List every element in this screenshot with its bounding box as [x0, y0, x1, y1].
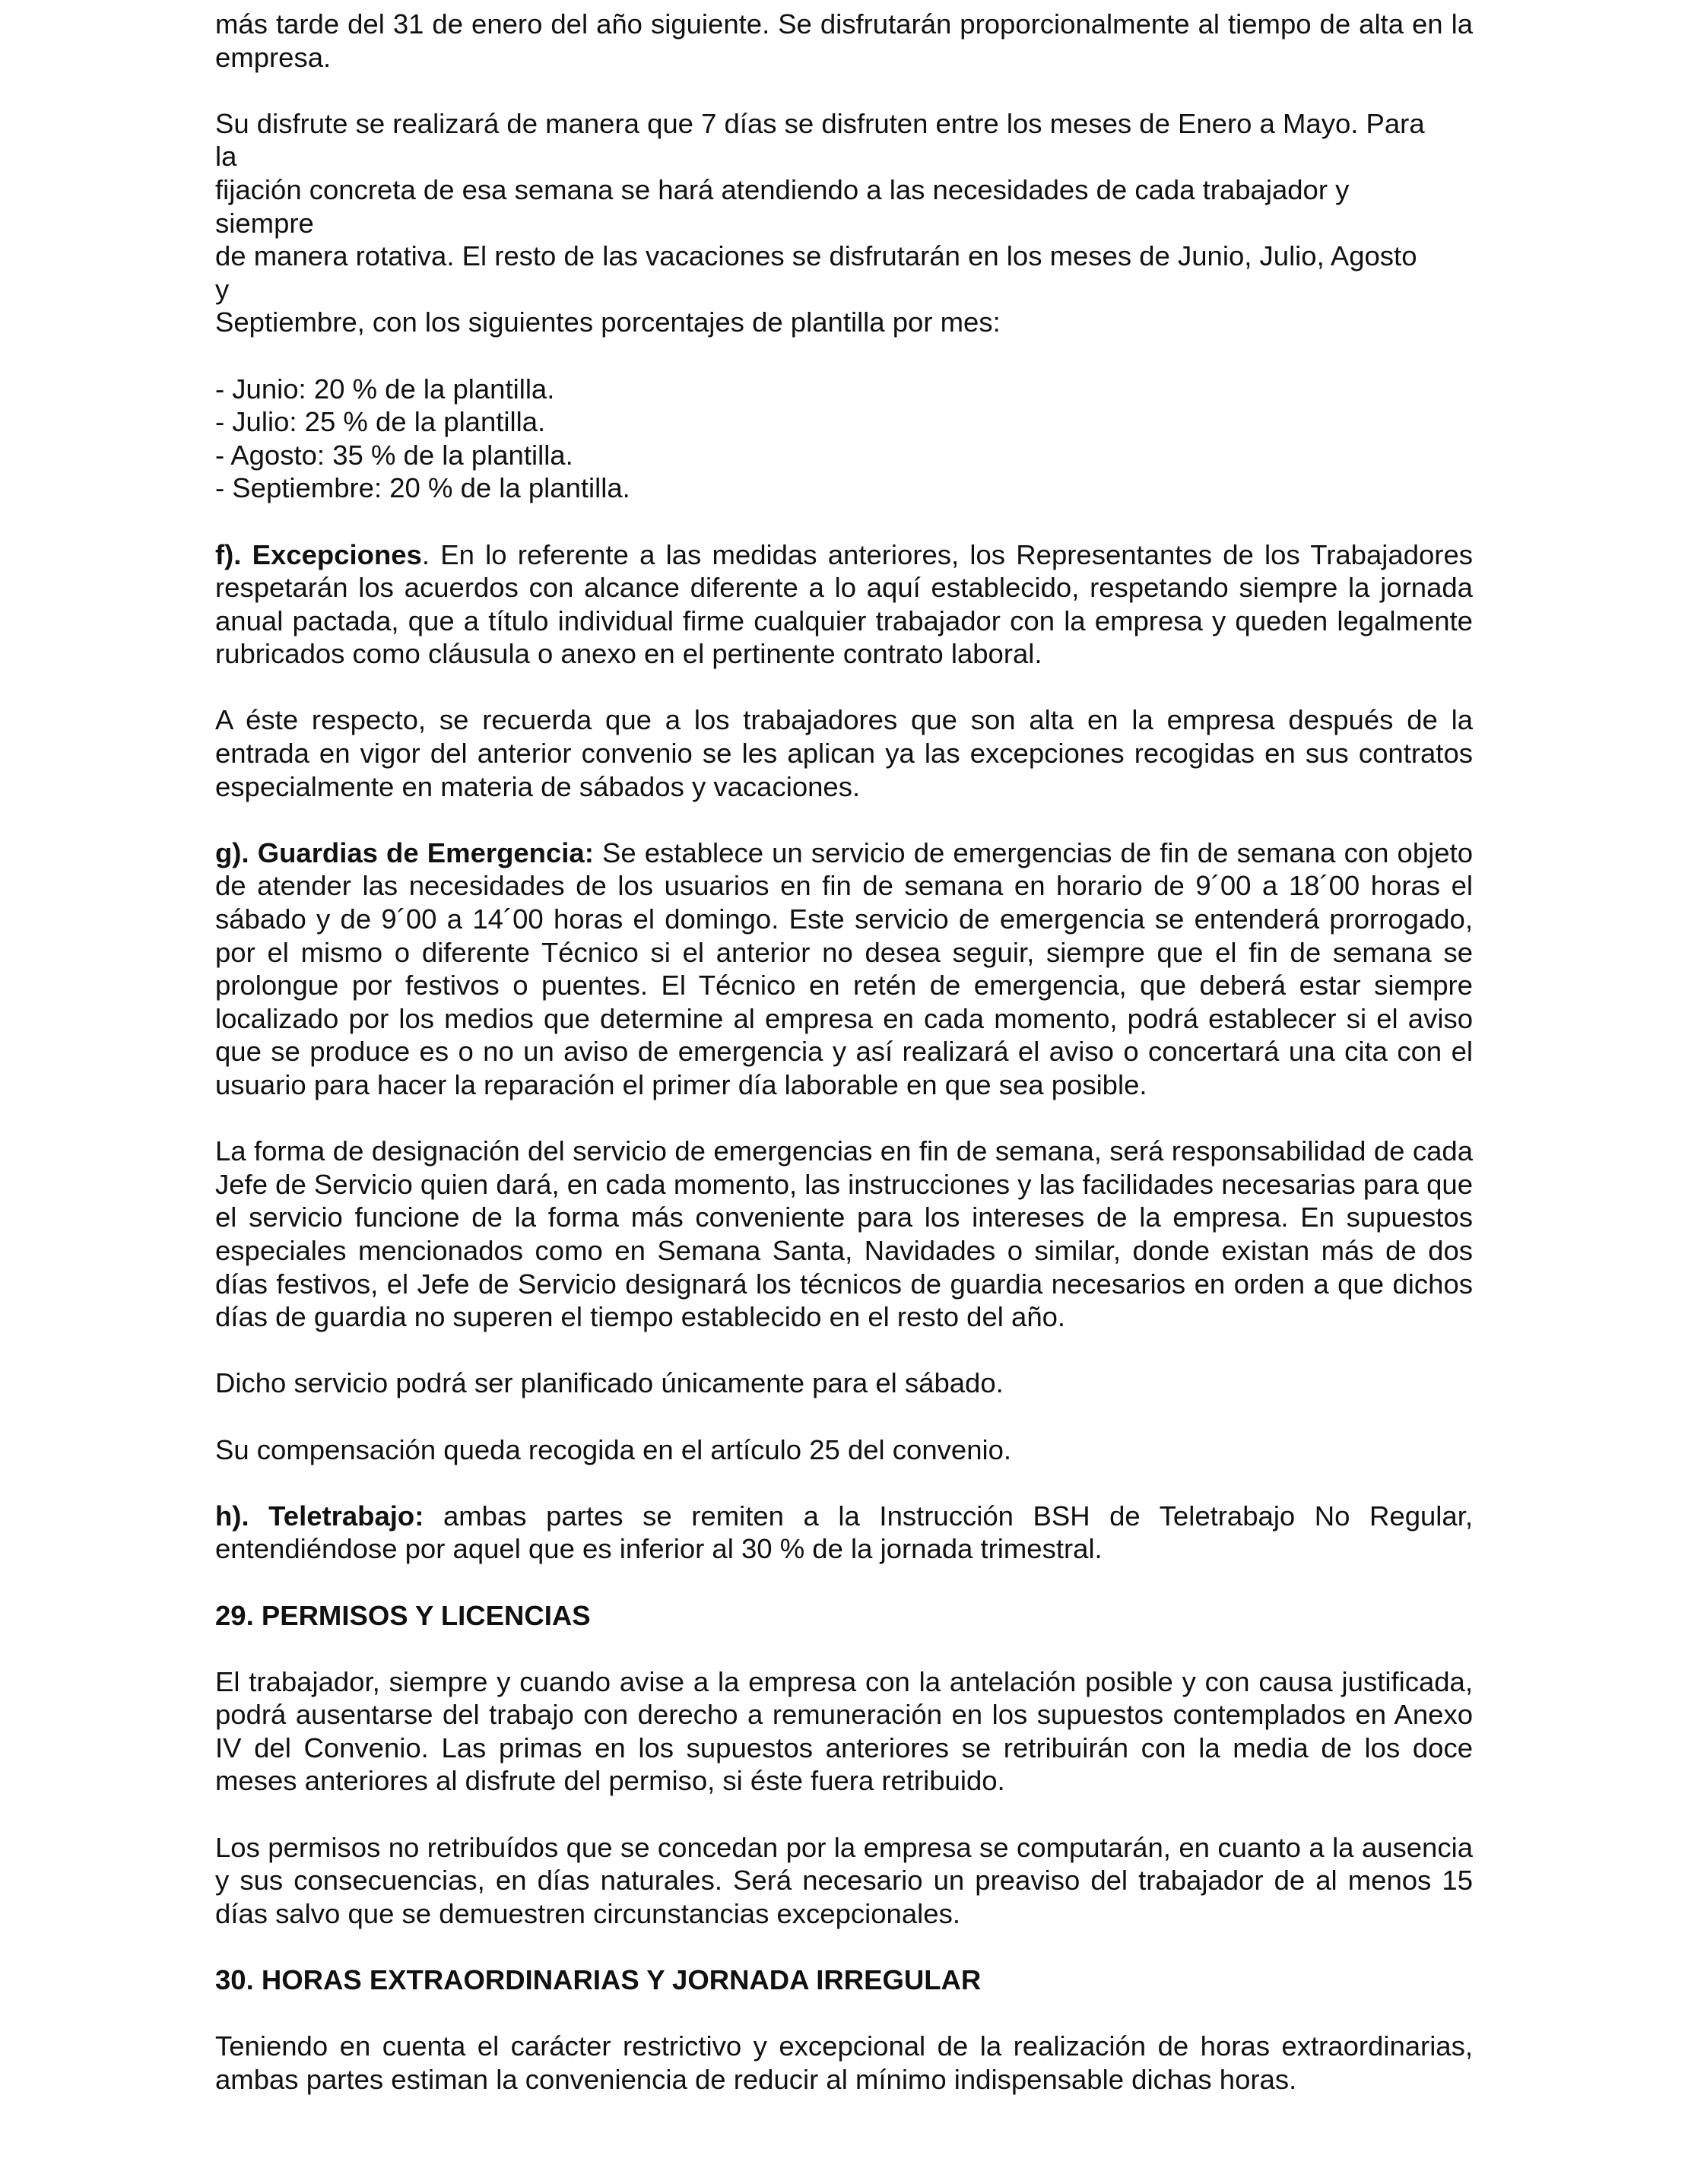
- heading-29: 29. PERMISOS Y LICENCIAS: [215, 1599, 591, 1631]
- vacation-line: fijación concreta de esa semana se hará atendiendo a las necesidades de cada trabajador y: [215, 173, 1350, 205]
- list-item: - Junio: 20 % de la plantilla.: [215, 373, 555, 405]
- intro-paragraph: más tarde del 31 de enero del año siguiente. Se disfrutarán proporcionalmente al tiempo de alta en la empresa.: [215, 8, 1473, 73]
- section-f-text: . En lo referente a las medidas anteriores, los Representantes de los Trabajadores respetarán los acuerdos con alcance diferente a lo aquí establecido, respetando siempre la jornada anual pactada, que a título individual firme cualquier trabajador con la empresa y queden legalmente rubricados como cláusula o anexo en el pertinente contrato laboral.: [215, 538, 1473, 670]
- document-page: [215, 8, 1473, 2129]
- saturday-paragraph: Dicho servicio podrá ser planificado únicamente para el sábado.: [215, 1367, 1004, 1399]
- section-h-label: h). Teletrabajo:: [215, 1500, 424, 1532]
- section-g-label: g). Guardias de Emergencia:: [215, 836, 594, 868]
- vacation-line: y: [215, 273, 230, 305]
- vacation-line: de manera rotativa. El resto de las vacaciones se disfrutarán en los meses de Junio, Julio, Agosto: [215, 240, 1417, 272]
- section-g-text: Se establece un servicio de emergencias de fin de semana con objeto de atender las necesidades de los usuarios en fin de semana en horario de 9´00 a 18´00 horas el sábado y de 9´00 a 14´00 horas el domingo. Este servicio de emergencia se entenderá prorrogado, por el mismo o diferente Técnico si el anterior no desea seguir, siempre que el fin de semana se prolongue por festivos o puentes. El Técnico en retén de emergencia, que deberá estar siempre localizado por los medios que determine al empresa en cada momento, podrá establecer si el aviso que se produce es o no un aviso de emergencia y así realizará el aviso o concertará una cita con el usuario para hacer la reparación el primer día laborable en que sea posible.: [215, 836, 1473, 1100]
- vacation-paragraph: [215, 107, 1473, 339]
- section-g-paragraph: [215, 836, 1473, 1102]
- compensation-paragraph: Su compensación queda recogida en el artículo 25 del convenio.: [215, 1433, 1012, 1465]
- section-h-paragraph: [215, 1500, 1473, 1566]
- overtime-paragraph: Teniendo en cuenta el carácter restrictivo y excepcional de la realización de horas extraordinarias, ambas partes estiman la conveniencia de reducir al mínimo indispensable dichas horas.: [215, 2030, 1473, 2095]
- section-f-label: f). Excepciones: [215, 538, 422, 570]
- section-f-paragraph: [215, 538, 1473, 671]
- permits-paragraph-2: Los permisos no retribuídos que se concedan por la empresa se computarán, en cuanto a la ausencia y sus consecuencias, en días naturales. Será necesario un preaviso del trabajador de al menos 15 días salvo que se demuestren circunstancias excepcionales.: [215, 1831, 1473, 1929]
- permits-paragraph-1: El trabajador, siempre y cuando avise a la empresa con la antelación posible y con causa justificada, podrá ausentarse del trabajo con derecho a remuneración en los supuestos contemplados en Anexo IV del Convenio. Las primas en los supuestos anteriores se retribuirán con la media de los doce meses anteriores al disfrute del permiso, si éste fuera retribuido.: [215, 1665, 1473, 1797]
- section-h-text: ambas partes se remiten a la Instrucción BSH de Teletrabajo No Regular, entendiéndose por aquel que es inferior al 30 % de la jornada trimestral.: [215, 1500, 1474, 1565]
- exceptions-note: A éste respecto, se recuerda que a los trabajadores que son alta en la empresa después de la entrada en vigor del anterior convenio se les aplican ya las excepciones recogidas en sus contratos especialmente en materia de sábados y vacaciones.: [215, 704, 1473, 802]
- month-percentage-list: [215, 373, 1473, 505]
- list-item: - Septiembre: 20 % de la plantilla.: [215, 472, 630, 504]
- vacation-line: siempre: [215, 207, 314, 239]
- list-item: - Julio: 25 % de la plantilla.: [215, 406, 546, 438]
- vacation-line: la: [215, 141, 237, 173]
- list-item: - Agosto: 35 % de la plantilla.: [215, 439, 573, 471]
- designation-paragraph: La forma de designación del servicio de emergencias en fin de semana, será responsabilidad de cada Jefe de Servicio quien dará, en cada momento, las instrucciones y las facilidades necesarias para que el servicio funcione de la forma más conveniente para los intereses de la empresa. En supuestos especiales mencionados como en Semana Santa, Navidades o similar, donde existan más de dos días festivos, el Jefe de Servicio designará los técnicos de guardia necesarios en orden a que dichos días de guardia no superen el tiempo establecido en el resto del año.: [215, 1135, 1473, 1333]
- vacation-line: Septiembre, con los siguientes porcentajes de plantilla por mes:: [215, 306, 1001, 338]
- vacation-line: Su disfrute se realizará de manera que 7 días se disfruten entre los meses de Enero a Mayo. Para: [215, 107, 1425, 139]
- heading-30: 30. HORAS EXTRAORDINARIAS Y JORNADA IRREGULAR: [215, 1964, 982, 1996]
